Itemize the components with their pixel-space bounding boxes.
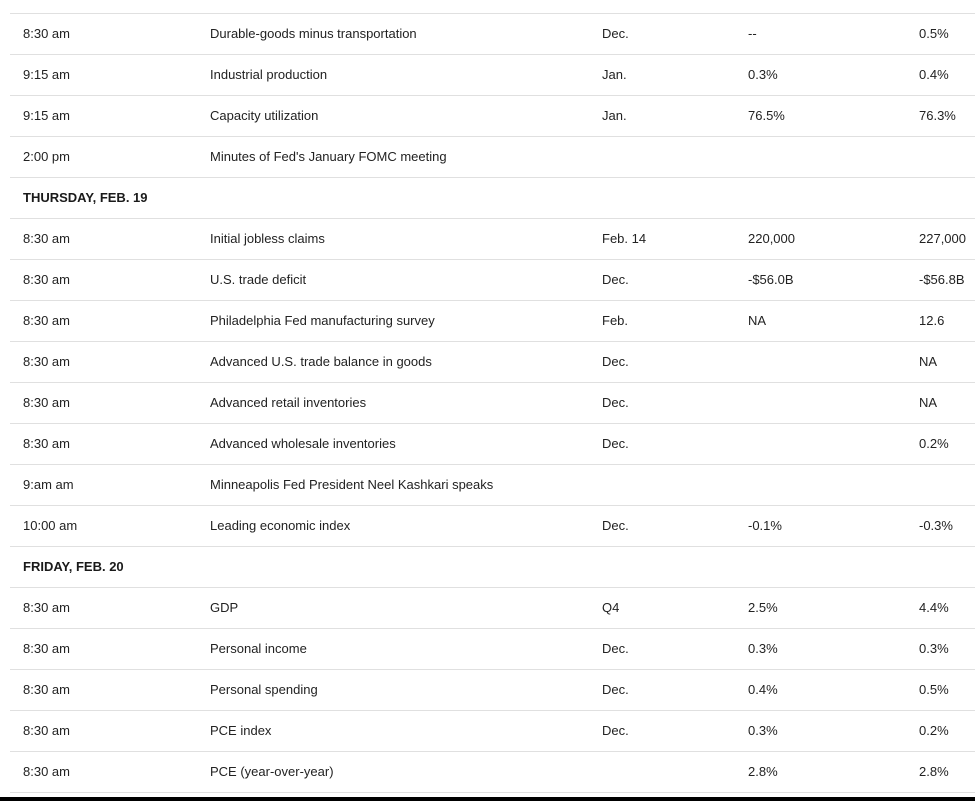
previous-cell: -$56.8B [906, 260, 975, 301]
table-row [10, 424, 975, 465]
forecast-cell: 0.3% [735, 711, 906, 752]
table-row [10, 55, 975, 96]
event-cell: Minutes of Fed's January FOMC meeting [197, 137, 589, 178]
day-header-row [10, 547, 975, 588]
event-cell: Personal income [197, 629, 589, 670]
event-cell: Advanced U.S. trade balance in goods [197, 342, 589, 383]
time-cell: 8:30 am [10, 14, 197, 55]
table-row [10, 260, 975, 301]
table-row [10, 752, 975, 793]
event-cell: PCE (year-over-year) [197, 752, 589, 793]
event-cell: U.S. trade deficit [197, 260, 589, 301]
time-cell: 8:30 am [10, 670, 197, 711]
forecast-cell [735, 465, 906, 506]
time-cell: 9:am am [10, 465, 197, 506]
forecast-cell: 76.5% [735, 96, 906, 137]
event-cell: Minneapolis Fed President Neel Kashkari speaks [197, 465, 589, 506]
event-cell: Advanced wholesale inventories [197, 424, 589, 465]
table-row [10, 465, 975, 506]
period-cell: Dec. [589, 670, 735, 711]
time-cell: 8:30 am [10, 342, 197, 383]
time-cell: 8:30 am [10, 711, 197, 752]
table-row [10, 383, 975, 424]
time-cell: 8:30 am [10, 588, 197, 629]
time-cell: 2:00 pm [10, 137, 197, 178]
forecast-cell [735, 342, 906, 383]
previous-cell: NA [906, 342, 975, 383]
previous-cell: 0.5% [906, 14, 975, 55]
period-cell: Dec. [589, 260, 735, 301]
event-cell: Capacity utilization [197, 96, 589, 137]
time-cell: 8:30 am [10, 219, 197, 260]
period-cell [589, 137, 735, 178]
previous-cell: 227,000 [906, 219, 975, 260]
forecast-cell [735, 383, 906, 424]
time-cell: 9:15 am [10, 96, 197, 137]
previous-cell: 4.4% [906, 588, 975, 629]
time-cell: 8:30 am [10, 301, 197, 342]
event-cell: Initial jobless claims [197, 219, 589, 260]
previous-cell: 0.2% [906, 711, 975, 752]
period-cell: Feb. 14 [589, 219, 735, 260]
previous-cell: -0.3% [906, 506, 975, 547]
period-cell: Feb. [589, 301, 735, 342]
time-cell: 8:30 am [10, 383, 197, 424]
forecast-cell [735, 424, 906, 465]
time-cell: 8:30 am [10, 629, 197, 670]
forecast-cell: -$56.0B [735, 260, 906, 301]
table-row [10, 219, 975, 260]
forecast-cell: 0.3% [735, 55, 906, 96]
period-cell: Dec. [589, 424, 735, 465]
previous-cell: 76.3% [906, 96, 975, 137]
table-row [10, 711, 975, 752]
period-cell [589, 465, 735, 506]
event-cell: Durable-goods minus transportation [197, 14, 589, 55]
time-cell: 8:30 am [10, 260, 197, 301]
previous-cell: 12.6 [906, 301, 975, 342]
table-row [10, 137, 975, 178]
forecast-cell [735, 137, 906, 178]
forecast-cell: 2.5% [735, 588, 906, 629]
period-cell: Dec. [589, 383, 735, 424]
time-cell: 9:15 am [10, 55, 197, 96]
period-cell: Dec. [589, 506, 735, 547]
period-cell: Q4 [589, 588, 735, 629]
forecast-cell: 220,000 [735, 219, 906, 260]
previous-cell: 0.2% [906, 424, 975, 465]
time-cell: 8:30 am [10, 752, 197, 793]
period-cell: Dec. [589, 14, 735, 55]
previous-cell: 0.3% [906, 629, 975, 670]
time-cell: 8:30 am [10, 424, 197, 465]
event-cell: PCE index [197, 711, 589, 752]
table-row [10, 670, 975, 711]
event-cell: Personal spending [197, 670, 589, 711]
day-header-row [10, 178, 975, 219]
forecast-cell: NA [735, 301, 906, 342]
previous-cell: 0.4% [906, 55, 975, 96]
table-row [10, 588, 975, 629]
table-row [10, 14, 975, 55]
economic-calendar-table [10, 14, 975, 793]
table-row [10, 506, 975, 547]
table-row [10, 629, 975, 670]
event-cell: Leading economic index [197, 506, 589, 547]
forecast-cell: 0.3% [735, 629, 906, 670]
period-cell: Dec. [589, 711, 735, 752]
period-cell: Jan. [589, 96, 735, 137]
previous-cell: 0.5% [906, 670, 975, 711]
table-row [10, 342, 975, 383]
forecast-cell: 0.4% [735, 670, 906, 711]
event-cell: Philadelphia Fed manufacturing survey [197, 301, 589, 342]
day-header-label: FRIDAY, FEB. 20 [10, 547, 975, 588]
previous-cell: NA [906, 383, 975, 424]
period-cell [589, 752, 735, 793]
event-cell: Industrial production [197, 55, 589, 96]
previous-cell [906, 465, 975, 506]
previous-cell [906, 137, 975, 178]
event-cell: Advanced retail inventories [197, 383, 589, 424]
bottom-border-bar [0, 797, 975, 801]
forecast-cell: -0.1% [735, 506, 906, 547]
forecast-cell: -- [735, 14, 906, 55]
previous-cell: 2.8% [906, 752, 975, 793]
table-row [10, 301, 975, 342]
period-cell: Dec. [589, 629, 735, 670]
day-header-label: THURSDAY, FEB. 19 [10, 178, 975, 219]
time-cell: 10:00 am [10, 506, 197, 547]
event-cell: GDP [197, 588, 589, 629]
forecast-cell: 2.8% [735, 752, 906, 793]
period-cell: Dec. [589, 342, 735, 383]
period-cell: Jan. [589, 55, 735, 96]
table-row [10, 96, 975, 137]
